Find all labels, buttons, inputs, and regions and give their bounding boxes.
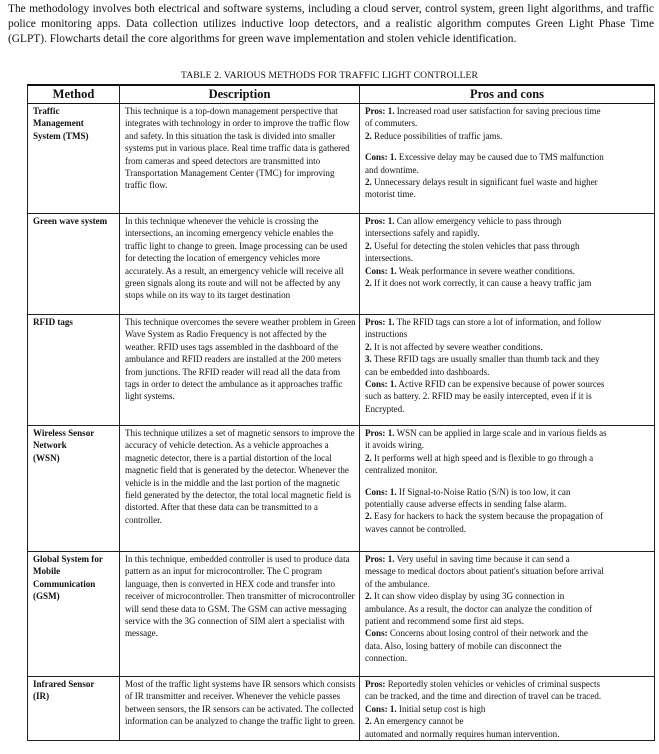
pros-cons-text: WSN can be applied in large scale and in various fields as [394, 428, 607, 438]
description-line: pattern as an input for microcontroller. The C program [125, 566, 323, 577]
method-name-line: Global System for [33, 554, 103, 564]
pros-cons-label: 3. [365, 354, 372, 365]
pros-cons-line [365, 678, 651, 690]
pros-cons-text: Weak performance in severe weather conditions. [396, 265, 575, 276]
pros-cons-text: data. Also, losing battery of mobile can disconnect the [365, 640, 562, 651]
method-name-line: Mobile [33, 566, 61, 577]
pros-cons-cell [360, 315, 655, 426]
description-line: traffic light to change to green. Image processing can be used [125, 240, 348, 251]
pros-cons-line [365, 252, 651, 264]
description-line: magnetic detector, there is a partial distortion of the local [125, 452, 332, 463]
pros-cons-cell [360, 104, 655, 214]
method-name-line: Communication [33, 578, 96, 589]
pros-cons-line [365, 328, 651, 340]
pros-cons-label: 2. [365, 341, 372, 352]
method-cell [28, 214, 120, 315]
pros-cons-text: The RFID tags can store a lot of information, and follow [394, 317, 602, 327]
pros-cons-line [365, 615, 651, 627]
pros-cons-line [365, 277, 651, 289]
pros-cons-text: Initial setup cost is high [396, 703, 486, 714]
description-line: Most of the traffic light systems have IR sensors which consists [125, 679, 356, 689]
description-line: receiver of microcontroller. Then transmitter of microcontroller [125, 591, 355, 602]
pros-cons-text: automated and normally requires human intervention. [365, 728, 560, 739]
method-name-line: (IR) [33, 691, 50, 702]
description-line: intersections, an incoming emergency vehicle enables the [125, 228, 334, 239]
pros-cons-text: Active RFID can be expensive because of power sources [396, 379, 605, 390]
pros-cons-label: Pros: 1. [365, 554, 395, 564]
description-line: integrates with technology in order to improve the traffic flow [125, 118, 350, 129]
pros-cons-label: Cons: 1. [365, 486, 397, 497]
pros-cons-label: Pros: 1. [365, 317, 395, 327]
pros-cons-text: Excessive delay may be caused due to TMS malfunction [396, 152, 604, 163]
pros-cons-text: and downtime. [365, 164, 419, 175]
pros-cons-text: If Signal-to-Noise Ratio (S/N) is too low, it can [396, 486, 571, 497]
pros-cons-label: Cons: 1. [365, 265, 397, 276]
pros-cons-text: centralized monitor. [365, 465, 438, 476]
pros-cons-text: Reportedly stolen vehicles or vehicles of criminal suspects [385, 679, 600, 689]
description-line: Transportation Management Center (TMC) for improving [125, 168, 335, 179]
method-name-line: System (TMS) [33, 130, 89, 141]
description-line: magnetic field that is generated by the detector. Whenever the [125, 465, 349, 476]
intro-paragraph: The methodology involves both electrical and software systems, including a cloud server, control system, green light algorithms, and traffic police monitoring apps. Data collection utilizes inductive loop detectors, and a realistic algorithm computes Green Light Phase Time (GLPT). Flowcharts detail the core algorithms for green wave implementation and stolen vehicle identification. [8, 3, 654, 45]
pros-cons-text: message to medical doctors about patient's situation before arrival [365, 566, 604, 577]
pros-cons-line [365, 378, 651, 390]
pros-cons-text: can be embedded into dashboards. [365, 366, 490, 377]
pros-cons-line [365, 498, 651, 510]
pros-cons-line [365, 265, 651, 277]
pros-cons-text: An emergency cannot be [371, 716, 464, 727]
pros-cons-label: Cons: 1. [365, 379, 397, 390]
pros-cons-line [365, 728, 651, 740]
pros-cons-label: 2. [365, 177, 372, 188]
method-cell [28, 104, 120, 214]
pros-cons-text: it avoids wiring. [365, 440, 425, 451]
description-line: distorted. After that these data can be transmitted to a [125, 502, 318, 513]
table-row [28, 677, 655, 741]
pros-cons-line [365, 510, 651, 522]
description-cell [120, 104, 360, 214]
method-name-line: (GSM) [33, 591, 60, 602]
description-line: This technique utilizes a set of magnetic sensors to improve the [125, 428, 355, 438]
table-row [28, 315, 655, 426]
pros-cons-line [365, 164, 651, 176]
pros-cons-line [365, 477, 651, 486]
table-header-row [28, 85, 655, 104]
pros-cons-line [365, 353, 651, 365]
pros-cons-text: Concerns about losing control of their network and the [387, 628, 588, 639]
description-line: between sensors, the IR sensors can be activated. The collected [125, 703, 354, 714]
pros-cons-line [365, 176, 651, 188]
pros-cons-line [365, 590, 651, 602]
pros-cons-text: Can allow emergency vehicle to pass through [394, 216, 562, 226]
method-cell [28, 677, 120, 741]
method-name-line: Infrared Sensor [33, 679, 95, 689]
description-line: from junctions. The RFID reader will read all the data from [125, 366, 341, 377]
pros-cons-line [365, 652, 651, 664]
pros-cons-label: 2. [365, 278, 372, 289]
pros-cons-label: 2. [365, 240, 372, 251]
pros-cons-line [365, 486, 651, 498]
pros-cons-text: Very useful in saving time because it can send a [394, 554, 570, 564]
pros-cons-line [365, 523, 651, 535]
method-cell [28, 315, 120, 426]
description-cell [120, 426, 360, 552]
description-line: This technique overcomes the severe weather problem in Green [125, 317, 356, 327]
pros-cons-text: Unnecessary delays result in significant fuel waste and higher [371, 177, 598, 188]
pros-cons-text: potentially cause adverse effects in sending false alarm. [365, 499, 567, 510]
pros-cons-label: Cons: 1. [365, 152, 397, 163]
method-name-line: RFID tags [33, 317, 73, 327]
description-cell [120, 214, 360, 315]
pros-cons-text: It performs well at high speed and is flexible to go through a [371, 452, 594, 463]
pros-cons-line [365, 227, 651, 239]
header-description: Description [120, 85, 360, 104]
pros-cons-text: intersections safely and rapidly. [365, 228, 480, 239]
table-row [28, 552, 655, 677]
table-row [28, 104, 655, 214]
description-line: In this technique, embedded controller is used to produce data [125, 554, 350, 564]
pros-cons-line [365, 715, 651, 727]
pros-cons-text: instructions [365, 329, 408, 340]
pros-cons-line [365, 627, 651, 639]
pros-cons-line [365, 215, 651, 227]
method-name-line: Green wave system [33, 216, 108, 226]
pros-cons-line [365, 640, 651, 652]
pros-cons-label: Pros: 1. [365, 428, 395, 438]
description-line: accurately. As a result, an emergency vehicle will receive all [125, 265, 344, 276]
pros-cons-line [365, 316, 651, 328]
header-pros-cons: Pros and cons [360, 85, 655, 104]
pros-cons-line [365, 553, 651, 565]
description-line: message. [125, 628, 158, 639]
description-line: for detecting the location of emergency vehicles more [125, 253, 321, 264]
method-name-line: Management [33, 118, 84, 129]
method-name-line: Traffic [33, 106, 60, 116]
pros-cons-line [365, 390, 651, 402]
pros-cons-text: It is not affected by severe weather conditions. [371, 341, 543, 352]
table-row [28, 214, 655, 315]
description-line: field generated by the detector, the total local magnetic field is [125, 490, 351, 501]
pros-cons-line [365, 188, 651, 200]
pros-cons-line [365, 366, 651, 378]
description-line: In this technique whenever the vehicle is crossing the [125, 216, 319, 226]
pros-cons-text: Reduce possibilities of traffic jams. [371, 130, 503, 141]
description-line: weather. RFID uses tags assembled in the dashboard of the [125, 341, 339, 352]
description-line: from cameras and speed detectors are transmitted into [125, 155, 321, 166]
pros-cons-text: of the ambulance. [365, 578, 430, 589]
description-line: vehicle is in the middle and the last portion of the magnetic [125, 477, 340, 488]
description-line: language, then is converted in HEX code and transfer into [125, 578, 336, 589]
description-line: light systems. [125, 391, 175, 402]
pros-cons-text: If it does not work correctly, it can cause a heavy traffic jam [371, 278, 592, 289]
pros-cons-label: 2. [365, 130, 372, 141]
pros-cons-line [365, 703, 651, 715]
description-line: of IR transmitter and receiver. Whenever the vehicle passes [125, 691, 341, 702]
pros-cons-text: Useful for detecting the stolen vehicles that pass through [371, 240, 580, 251]
pros-cons-cell [360, 426, 655, 552]
pros-cons-text: such as battery. 2. RFID may be easily intercepted, even if it is [365, 391, 592, 402]
pros-cons-text: ambulance. As a result, the doctor can analyze the condition of [365, 603, 593, 614]
description-cell [120, 552, 360, 677]
pros-cons-text: It can show video display by using 3G connection in [371, 591, 565, 602]
pros-cons-line [365, 240, 651, 252]
table-row [28, 426, 655, 552]
description-line: and safety. In this situation the task is divided into smaller [125, 130, 336, 141]
pros-cons-label: Pros: [365, 679, 386, 689]
method-cell [28, 552, 120, 677]
pros-cons-line [365, 142, 651, 151]
pros-cons-label: Pros: 1. [365, 216, 395, 226]
method-name-line: Network [33, 440, 67, 451]
methods-table [27, 84, 655, 741]
description-cell [120, 315, 360, 426]
pros-cons-label: 2. [365, 591, 372, 602]
pros-cons-line [365, 341, 651, 353]
method-name-line: Wireless Sensor [33, 428, 95, 438]
pros-cons-cell [360, 677, 655, 741]
description-line: tags in order to detect the ambulance as it approaches traffic [125, 379, 343, 390]
pros-cons-text: Easy for hackers to hack the system because the propagation of [371, 511, 604, 522]
pros-cons-label: 2. [365, 716, 372, 727]
description-line: will send these data to GSM. The GSM can active messaging [125, 603, 347, 614]
pros-cons-text: These RFID tags are usually smaller than thumb tack and they [371, 354, 600, 365]
description-line: systems put in various place. Real time traffic data is gathered [125, 143, 350, 154]
pros-cons-line [365, 117, 651, 129]
description-line: accuracy of vehicle detection. As a vehicle approaches a [125, 440, 329, 451]
description-line: stops while on its way to its target destination [125, 290, 291, 301]
pros-cons-text: can be tracked, and the time and direction of travel can be traced. [365, 691, 602, 702]
pros-cons-text: Increased road user satisfaction for saving precious time [394, 106, 601, 116]
method-name-line: (WSN) [33, 452, 60, 463]
pros-cons-line [365, 130, 651, 142]
pros-cons-line [365, 690, 651, 702]
pros-cons-line [365, 403, 651, 415]
description-line: green signals along its route and will not be affected by any [125, 278, 341, 289]
pros-cons-text: waves cannot be controlled. [365, 523, 466, 534]
pros-cons-text: intersections. [365, 253, 413, 264]
pros-cons-line [365, 427, 651, 439]
pros-cons-text: connection. [365, 653, 407, 664]
description-line: Wave System as Radio Frequency is not affected by the [125, 329, 327, 340]
pros-cons-text: of commuters. [365, 118, 418, 129]
pros-cons-label: 2. [365, 452, 372, 463]
pros-cons-label: 2. [365, 511, 372, 522]
pros-cons-label: Cons: 1. [365, 703, 397, 714]
pros-cons-label: Cons: [365, 628, 388, 639]
pros-cons-line [365, 151, 651, 163]
table-caption: TABLE 2. VARIOUS METHODS FOR TRAFFIC LIGHT CONTROLLER [181, 70, 478, 81]
description-cell [120, 677, 360, 741]
pros-cons-line [365, 464, 651, 476]
description-line: This technique is a top-down management perspective that [125, 106, 338, 116]
description-line: controller. [125, 514, 162, 525]
pros-cons-text: patient and recommend some first aid steps. [365, 616, 525, 627]
pros-cons-line [365, 578, 651, 590]
table-body [28, 104, 655, 741]
method-cell [28, 426, 120, 552]
pros-cons-text: Encrypted. [365, 403, 405, 414]
pros-cons-label: Pros: 1. [365, 106, 395, 116]
pros-cons-text: motorist time. [365, 189, 416, 200]
description-line: ambulance and RFID readers are installed at the 200 meters [125, 354, 342, 365]
pros-cons-line [365, 439, 651, 451]
description-line: information can be analyzed to change the traffic light to green. [125, 716, 356, 727]
pros-cons-cell [360, 214, 655, 315]
pros-cons-cell [360, 552, 655, 677]
pros-cons-line [365, 452, 651, 464]
description-line: traffic flow. [125, 180, 168, 191]
header-method: Method [28, 85, 120, 104]
pros-cons-line [365, 603, 651, 615]
pros-cons-line [365, 105, 651, 117]
pros-cons-line [365, 565, 651, 577]
description-line: service with the 3G connection of SIM alert a specialist with [125, 616, 345, 627]
